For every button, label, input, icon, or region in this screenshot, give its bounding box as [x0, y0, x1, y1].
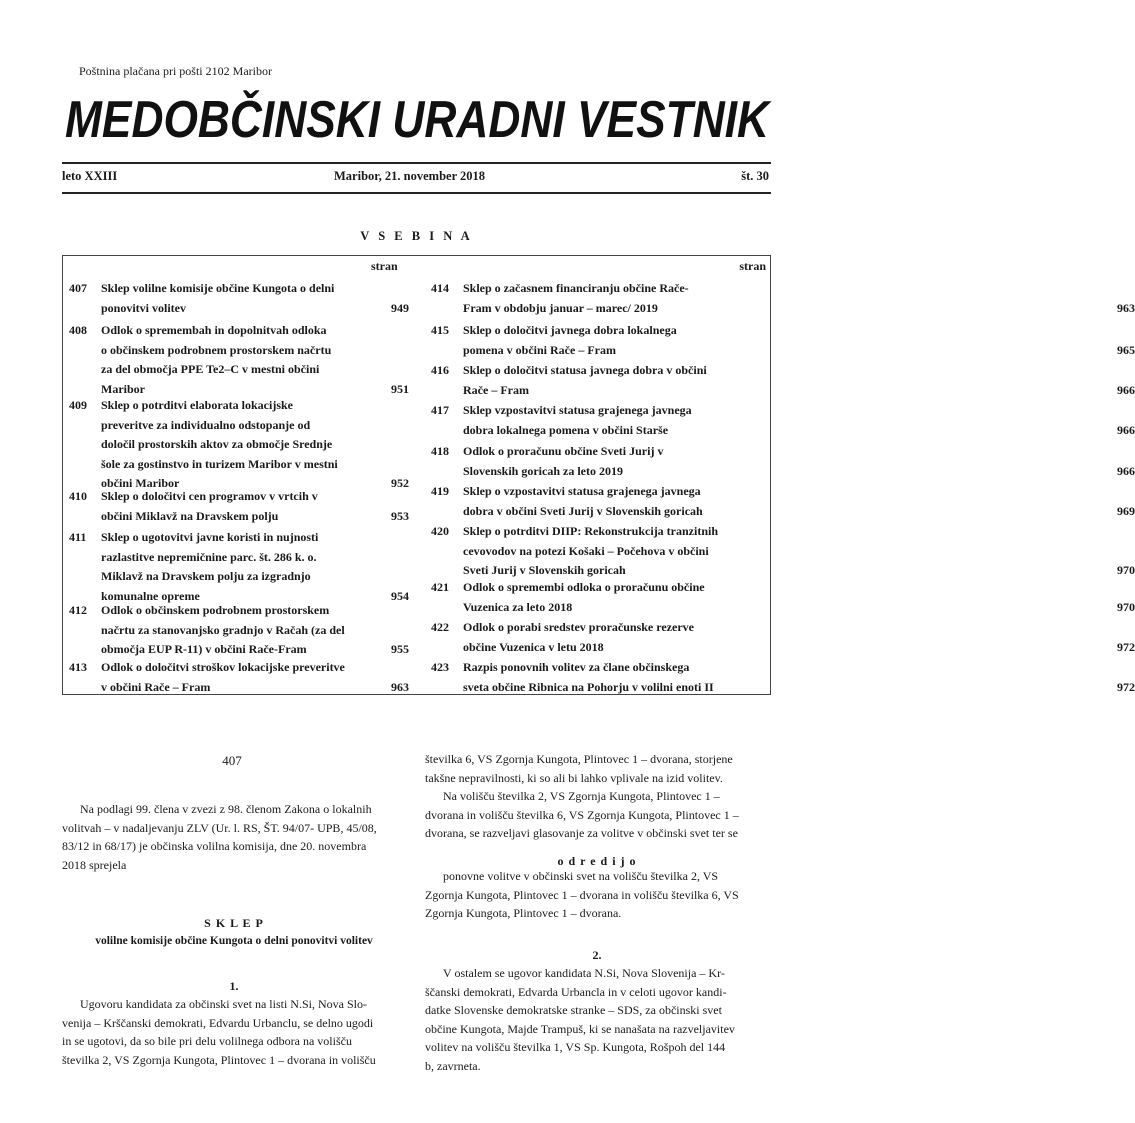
toc-entry-page: 952 [391, 476, 409, 490]
toc-entry-page: 965 [1117, 342, 1135, 357]
toc-entry-line: Fram v obdobju januar – marec/ 2019 [463, 300, 658, 315]
toc-entry-line: Sveti Jurij v Slovenskih goricah [463, 563, 626, 577]
toc-entry-title [463, 321, 733, 360]
toc-entry[interactable] [431, 361, 1135, 400]
toc-entry-title [463, 658, 733, 697]
section-1-text [62, 995, 406, 1069]
toc-entry-page: 966 [1117, 463, 1135, 478]
toc-entry-title [101, 396, 373, 494]
toc-entry-line: Odlok o spremembi odloka o proračunu občine [463, 580, 705, 594]
section-1-line: Ugovoru kandidata za občinski svet na listi N.Si, Nova Slo- [80, 997, 367, 1011]
toc-entry-line: o občinskem podrobnem prostorskem načrtu [101, 342, 332, 357]
toc-entry-line: Razpis ponovnih volitev za člane občinskega [463, 660, 690, 674]
masthead-text: MEDOBČINSKI URADNI VESTNIK [65, 91, 892, 149]
toc-entry-title [463, 522, 733, 581]
toc-entry-line: načrtu za stanovanjsko gradnjo v Račah (za del [101, 622, 345, 637]
toc-entry-number: 418 [431, 444, 449, 458]
toc-entry-page: 954 [391, 588, 409, 603]
toc-entry[interactable] [431, 442, 1135, 481]
toc-entry-page: 972 [1117, 679, 1135, 694]
toc-entry-line: preveritve za individualno odstopanje od [101, 417, 311, 432]
toc-entry[interactable] [69, 396, 409, 494]
issue-number: št. 30 [741, 169, 769, 183]
article-intro [62, 800, 406, 874]
toc-entry[interactable] [69, 601, 409, 660]
right-line: takšne nepravilnosti, ki so ali bi lahko vplivale na izid volitev. [425, 770, 723, 785]
toc-entry-line: Sklep o potrditvi elaborata lokacijske [101, 398, 294, 412]
decision-title: S K L E P [204, 916, 264, 930]
right-column-text [425, 750, 769, 843]
section-2-line: datke Slovenske demokratske stranke – SDS, za občinski svet [425, 1003, 722, 1018]
intro-line: Na podlagi 99. člena v zvezi z 98. členom Zakona o lokalnih [80, 802, 372, 816]
toc-entry-page: 970 [1117, 599, 1135, 614]
decision-subtitle: volilne komisije občine Kungota o delni ponovitvi volitev [95, 935, 373, 947]
toc-entry-number: 409 [69, 398, 87, 412]
toc-entry-line: določil prostorskih aktov za območje Srednje [101, 437, 333, 451]
header-rule-bottom [62, 192, 771, 194]
section-1-number: 1. [229, 979, 239, 993]
toc-entry-title [101, 528, 373, 606]
toc-entry-line: Odlok o določitvi stroškov lokacijske preveritve [101, 660, 345, 674]
toc-entry-number: 407 [69, 281, 87, 295]
toc-entry-line: Sklep volilne komisije občine Kungota o delni [101, 281, 335, 295]
toc-entry-number: 410 [69, 489, 87, 503]
toc-entry-line: Sklep o potrditvi DIIP: Rekonstrukcija tranzitnih [463, 524, 719, 538]
decides-text [425, 867, 769, 923]
toc-entry-page: 966 [1117, 382, 1135, 397]
section-2-line: b, zavrneta. [425, 1058, 481, 1073]
toc-entry-number: 413 [69, 660, 87, 674]
toc-entry-number: 411 [69, 530, 87, 544]
toc-entry[interactable] [431, 279, 1135, 318]
toc-entry-line: pomena v občini Rače – Fram [463, 342, 616, 357]
toc-entry-page: 951 [391, 381, 409, 396]
toc-entry-page: 972 [1117, 639, 1135, 654]
intro-line: 2018 sprejela [62, 857, 127, 872]
toc-entry-line: Sklep o določitvi statusa javnega dobra v občini [463, 363, 707, 377]
toc-entry-title [101, 321, 373, 399]
toc-entry[interactable] [431, 321, 1135, 360]
header-rule-top [62, 162, 771, 164]
toc-entry[interactable] [69, 487, 409, 526]
toc-entry-line: Odlok o občinskem podrobnem prostorskem [101, 603, 330, 617]
section-1-line: venija – Krščanski demokrati, Edvardu Urbanclu, se delno ugodi [62, 1015, 374, 1030]
toc-entry-number: 423 [431, 660, 449, 674]
right-line: dvorana in volišču številka 6, VS Zgornja Kungota, Plintovec 1 – [425, 807, 739, 822]
toc-entry[interactable] [69, 528, 409, 606]
toc-entry-title [101, 279, 373, 318]
decides-heading: o d r e d i j o [557, 854, 637, 868]
masthead-title [62, 86, 892, 149]
toc-entry-title [463, 442, 733, 481]
toc-entry-line: sveta občine Ribnica na Pohorju v volilni enoti II [463, 679, 714, 694]
section-2-line: volitev na volišču številka 1, VS Sp. Kungota, Rošpoh del 144 [425, 1040, 726, 1055]
toc-entry-line: za del območja PPE Te2–C v mestni občini [101, 362, 320, 376]
page-col-label-left: stran [371, 259, 398, 273]
postage-note: Poštnina plačana pri pošti 2102 Maribor [79, 64, 272, 78]
volume-label: leto XXIII [62, 169, 118, 183]
toc-entry-line: šole za gostinstvo in turizem Maribor v mestni [101, 456, 338, 471]
toc-entry-number: 420 [431, 524, 449, 538]
toc-entry[interactable] [431, 618, 1135, 657]
section-2-line: V ostalem se ugovor kandidata N.Si, Nova Slovenija – Kr- [443, 966, 725, 980]
toc-entry-line: občini Maribor [101, 476, 180, 490]
toc-entry-line: dobra lokalnega pomena v občini Starše [463, 422, 669, 437]
toc-entry-page: 969 [1117, 503, 1135, 518]
toc-entry-page: 970 [1117, 563, 1135, 577]
toc-entry[interactable] [431, 658, 1135, 697]
toc-entry-line: Odlok o porabi sredstev proračunske rezerve [463, 620, 694, 634]
toc-entry-number: 415 [431, 323, 449, 337]
toc-entry-line: cevovodov na potezi Košaki – Počehova v občini [463, 543, 709, 558]
decides-line: ponovne volitve v občinski svet na volišču številka 2, VS [443, 869, 719, 883]
right-line: dvorana, se razveljavi glasovanje za volitve v občinski svet ter se [425, 826, 738, 841]
toc-entry-line: Sklep o določitvi javnega dobra lokalnega [463, 323, 677, 337]
toc-entry-line: komunalne opreme [101, 588, 200, 603]
toc-entry-title [101, 601, 373, 660]
toc-entry-line: Sklep o vzpostavitvi statusa grajenega javnega [463, 484, 701, 498]
toc-entry-title [463, 361, 733, 400]
toc-entry-title [463, 401, 733, 440]
toc-entry-page: 966 [1117, 422, 1135, 437]
toc-entry[interactable] [431, 482, 1135, 521]
toc-entry-line: občine Vuzenica v letu 2018 [463, 639, 604, 654]
toc-entry-line: Sklep vzpostavitvi statusa grajenega javnega [463, 403, 692, 417]
toc-entry-number: 422 [431, 620, 449, 634]
toc-entry-number: 421 [431, 580, 449, 594]
section-2-line: ščanski demokrati, Edvarda Urbancla in v celoti ugovor kandi- [425, 984, 727, 999]
toc-entry-number: 419 [431, 484, 449, 498]
section-2-number: 2. [592, 948, 602, 962]
toc-entry-page: 955 [391, 642, 409, 656]
toc-entry-page: 949 [391, 300, 409, 315]
section-1-line: in se ugotovi, da so bile pri delu volilnega odbora na volišču [62, 1034, 352, 1049]
article-number: 407 [222, 753, 242, 768]
page-col-label-right: stran [739, 259, 766, 273]
toc-entry-line: Maribor [101, 381, 145, 396]
toc-entry-line: Slovenskih goricah za leto 2019 [463, 463, 624, 478]
toc-entry-number: 408 [69, 323, 87, 337]
toc-entry-line: Miklavž na Dravskem polju za izgradnjo [101, 569, 311, 583]
toc-entry-line: Vuzenica za leto 2018 [463, 599, 573, 614]
toc-entry-line: Odlok o proračunu občine Sveti Jurij v [463, 444, 664, 458]
toc-entry-line: Rače – Fram [463, 382, 529, 397]
toc-entry-title [463, 618, 733, 657]
toc-entry[interactable] [431, 401, 1135, 440]
decides-line: Zgornja Kungota, Plintovec 1 – dvorana. [425, 906, 622, 921]
toc-entry-line: dobra v občini Sveti Jurij v Slovenskih goricah [463, 503, 703, 518]
decides-line: Zgornja Kungota, Plintovec 1 – dvorana in volišču številka 6, VS [425, 887, 739, 902]
toc-entry-page: 953 [391, 508, 409, 523]
toc-entry[interactable] [69, 279, 409, 318]
toc-entry-number: 416 [431, 363, 449, 377]
toc-entry[interactable] [69, 658, 409, 697]
toc-entry-line: ponovitvi volitev [101, 300, 187, 315]
toc-entry-title [463, 482, 733, 521]
toc-entry-line: Sklep o ugotovitvi javne koristi in nujnosti [101, 530, 319, 544]
toc-entry-title [463, 279, 733, 318]
toc-entry-page: 963 [1117, 300, 1135, 315]
toc-entry-number: 412 [69, 603, 87, 617]
right-line: številka 6, VS Zgornja Kungota, Plintovec 1 – dvorana, storjene [425, 752, 733, 766]
place-date: Maribor, 21. november 2018 [334, 169, 486, 183]
toc-entry-line: območja EUP R-11) v občini Rače-Fram [101, 642, 307, 656]
right-line: Na volišču številka 2, VS Zgornja Kungota, Plintovec 1 – [443, 789, 720, 804]
toc-entry-title [101, 658, 373, 697]
toc-entry[interactable] [69, 321, 409, 399]
toc-entry-line: Sklep o začasnem financiranju občine Rače- [463, 281, 689, 295]
section-2-line: občine Kungota, Majde Trampuš, ki se nanašata na razveljavitev [425, 1021, 735, 1036]
toc-entry-title [463, 578, 733, 617]
toc-entry[interactable] [431, 578, 1135, 617]
toc-entry-line: Odlok o spremembah in dopolnitvah odloka [101, 323, 327, 337]
toc-entry-number: 417 [431, 403, 449, 417]
section-2-text [425, 964, 769, 1076]
toc-entry-line: v občini Rače – Fram [101, 679, 211, 694]
toc-entry[interactable] [431, 522, 1135, 581]
contents-table [62, 255, 1135, 695]
contents-heading: V S E B I N A [360, 229, 473, 243]
toc-entry-title [101, 487, 373, 526]
toc-entry-page: 963 [391, 679, 409, 694]
intro-line: 83/12 in 68/17) je občinska volilna komisija, dne 20. novembra [62, 839, 367, 854]
toc-entry-number: 414 [431, 281, 449, 295]
toc-entry-line: Sklep o določitvi cen programov v vrtcih v [101, 489, 318, 503]
toc-entry-line: občini Miklavž na Dravskem polju [101, 508, 279, 523]
section-1-line: številka 2, VS Zgornja Kungota, Plintovec 1 – dvorana in volišču [62, 1052, 376, 1067]
intro-line: volitvah – v nadaljevanju ZLV (Ur. l. RS, ŠT. 94/07- UPB, 45/08, [62, 820, 377, 835]
toc-entry-line: razlastitve nepremičnine parc. št. 286 k. o. [101, 549, 317, 564]
